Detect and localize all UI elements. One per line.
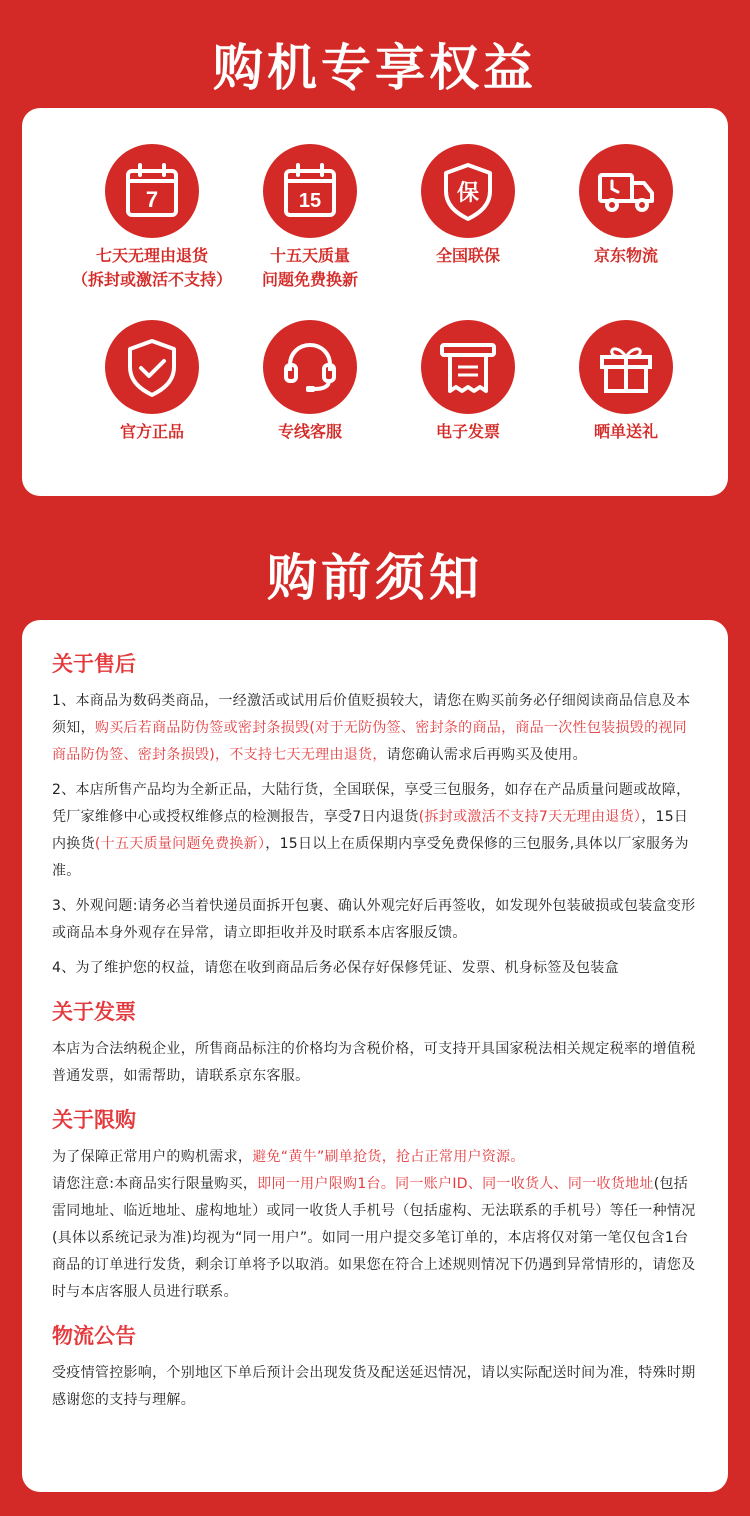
aftersale-paragraph-4: 4、为了维护您的权益，请您在收到商品后务必保存好保修凭证、发票、机身标签及包装盒: [52, 960, 619, 976]
benefit-label: 全国联保: [435, 246, 500, 265]
logistics-paragraph: 受疫情管控影响，个别地区下单后预计会出现发货及配送延迟情况，请以实际配送时间为准，特殊时期感谢您的支持与理解。: [52, 1365, 696, 1408]
aftersale-heading: 关于售后: [52, 652, 136, 676]
benefit-jd-logistics: [538, 144, 714, 268]
benefit-e-invoice: [380, 320, 556, 444]
shield-bao-icon: [421, 144, 515, 238]
aftersale-paragraph-1: 1、本商品为数码类商品，一经激活或试用后价值贬损较大，请您在购买前务必仔细阅读商品信息及本须知，购买后若商品防伪签或密封条损毁(对于无防伪签、密封条的商品，商品一次性包装损毁的视同商品防伪签、密封条损毁)，不支持七天无理由退货，请您确认需求后再购买及使用。: [52, 693, 691, 763]
benefit-review-gift: [538, 320, 714, 444]
svg-text:15: 15: [298, 190, 322, 212]
limit-heading: 关于限购: [52, 1108, 136, 1132]
benefit-label: 专线客服: [277, 422, 342, 441]
benefit-national-warranty: [380, 144, 556, 268]
receipt-icon: [421, 320, 515, 414]
shield-check-icon: [105, 320, 199, 414]
benefit-label: 七天无理由退货 （拆封或激活不支持）: [71, 246, 232, 289]
svg-text:保: 保: [456, 181, 480, 206]
aftersale-paragraph-2: 2、本店所售产品均为全新正品，大陆行货，全国联保，享受三包服务，如存在产品质量问题或故障，凭厂家维修中心或授权维修点的检测报告，享受7日内退货(拆封或激活不支持7天无理由退货），15日内换货(十五天质量问题免费换新），15日以上在质保期内享受免费保修的三包服务,具体以厂家服务为准。: [52, 782, 691, 879]
benefits-title: 购机专享权益: [213, 39, 537, 97]
benefit-label: 电子发票: [435, 422, 500, 441]
delivery-truck-icon: [579, 144, 673, 238]
benefit-label: 十五天质量 问题免费换新: [261, 246, 358, 289]
benefit-label: 京东物流: [593, 246, 658, 265]
notice-card: [22, 620, 728, 1492]
gift-icon: [579, 320, 673, 414]
calendar-15-icon: [263, 144, 357, 238]
benefit-label: 官方正品: [119, 422, 184, 441]
notice-title: 购前须知: [267, 549, 483, 607]
logistics-heading: 物流公告: [52, 1324, 136, 1348]
limit-paragraph-2: 请您注意:本商品实行限量购买，即同一用户限购1台。同一账户ID、同一收货人、同一收货地址(包括雷同地址、临近地址、虚构地址）或同一收货人手机号（包括虚构、无法联系的手机号）等任一种情况(具体以系统记录为准)均视为“同一用户”。如同一用户提交多笔订单的，本店将仅对第一笔仅包含1台商品的订单进行发货，剩余订单将予以取消。如果您在符合上述规则情况下仍遇到异常情形的，请您及时与本店客服人员进行联系。: [52, 1176, 696, 1300]
invoice-heading: 关于发票: [52, 1000, 136, 1024]
benefit-hotline: [222, 320, 398, 444]
benefit-label: 晒单送礼: [593, 422, 658, 441]
benefit-genuine: [64, 320, 240, 444]
aftersale-paragraph-3: 3、外观问题:请务必当着快递员面拆开包裹、确认外观完好后再签收，如发现外包装破损或包装盒变形或商品本身外观存在异常，请立即拒收并及时联系本店客服反馈。: [52, 898, 696, 941]
limit-paragraph-1: 为了保障正常用户的购机需求，避免“黄牛”刷单抢货，抢占正常用户资源。: [52, 1149, 525, 1165]
benefits-card: [22, 108, 728, 496]
benefit-fifteen-day-exchange: [222, 144, 398, 292]
invoice-paragraph: 本店为合法纳税企业，所售商品标注的价格均为含税价格，可支持开具国家税法相关规定税率的增值税普通发票，如需帮助，请联系京东客服。: [52, 1041, 696, 1084]
calendar-7-icon: [105, 144, 199, 238]
benefit-seven-day-return: [64, 144, 240, 292]
headset-icon: [263, 320, 357, 414]
svg-text:7: 7: [145, 187, 159, 212]
